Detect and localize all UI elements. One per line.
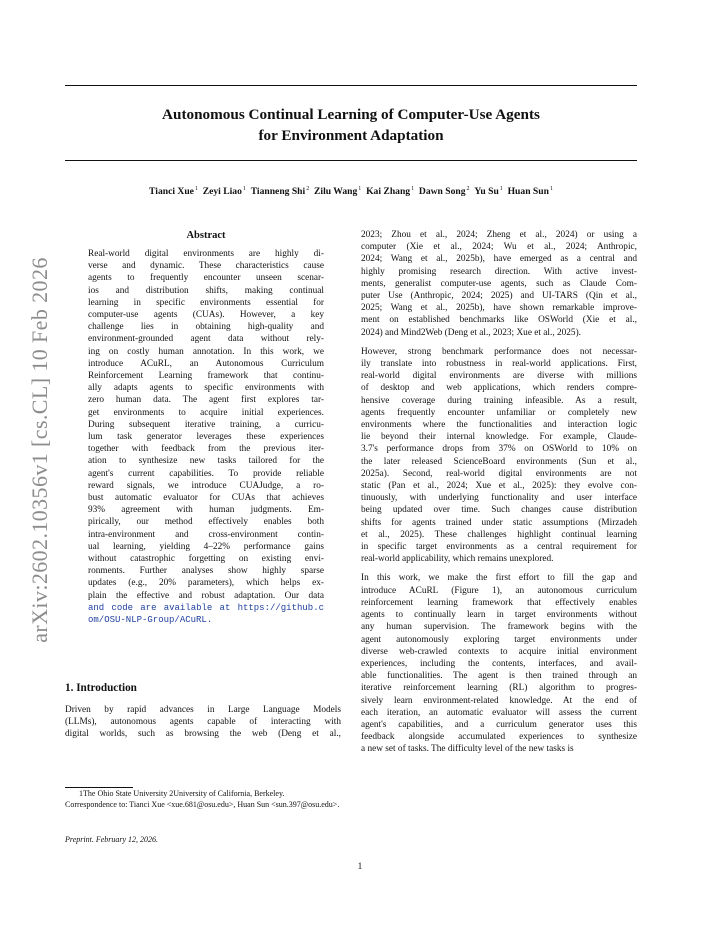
author-affiliation-mark: 1 [549, 186, 553, 192]
text-line: highly promising research direction. With active invest- [361, 266, 637, 277]
text-line: ing on costly human annotation. In this work, we [88, 346, 324, 357]
text-line: and code are available at https://github.c [88, 602, 324, 613]
footnote [65, 789, 341, 810]
text-line: ronments. Further analyses show highly sparse [88, 566, 324, 577]
text-line: ally adapts agents to specific environments with [88, 383, 324, 394]
author-affiliation-mark: 2 [466, 186, 470, 192]
text-line: lie beyond their internal knowledge. For example, Claude- [361, 432, 637, 443]
footnote-affiliations: 1The Ohio State University 2University of California, Berkeley. [79, 789, 285, 798]
text-line: Reinforcement Learning framework that continu- [88, 371, 324, 382]
abstract-body [88, 248, 324, 626]
text-line: the later released ScienceBoard environments (Sun et al., [361, 456, 637, 467]
text-line: of desktop and web applications, which renders compre- [361, 383, 637, 394]
text-line: However, strong benchmark performance does not necessar- [361, 346, 637, 357]
text-line: hensive coverage during training infeasible. As a result, [361, 395, 637, 406]
text-line: computer-use agents (CUAs). However, a key [88, 310, 324, 321]
text-line: without catastrophic forgetting on existing envi- [88, 554, 324, 565]
text-line: agent's capabilities, and a curriculum generator uses this [361, 719, 637, 730]
text-line: introduce ACuRL, an Autonomous Curriculum [88, 358, 324, 369]
text-line: ily translate into robustness in real-world applications. First, [361, 359, 637, 370]
text-line: et al., 2025). These challenges highlight continual learning [361, 529, 637, 540]
footnote-rule [65, 787, 133, 788]
text-line: verse and dynamic. These characteristics cause [88, 261, 324, 272]
body-paragraph [361, 346, 637, 566]
author-affiliation-mark: 2 [306, 186, 310, 192]
text-line: a new set of tasks. The difficulty level of the new tasks is [361, 744, 574, 755]
text-line: any human supervision. The framework begins with the [361, 622, 637, 633]
text-line: 93% agreement with human judgments. Em- [88, 505, 324, 516]
text-line: real-world digital environments are diverse with millions [361, 371, 637, 382]
text-line: During subsequent iterative training, a curricu- [88, 419, 324, 430]
section-heading-introduction: 1. Introduction [65, 682, 137, 694]
author-name: Dawn Song [418, 186, 466, 197]
text-line: In this work, we make the first effort to fill the gap and [361, 573, 637, 584]
preprint-note: Preprint. February 12, 2026. [65, 835, 159, 844]
text-line: 2024; Wang et al., 2025b), have emerged as a central and [361, 254, 637, 265]
text-line: diverse web-crawled contexts to acquire initial environment [361, 646, 637, 657]
author-name: Yu Su [474, 186, 499, 197]
text-line: tinuously, with underlying functionality and user interface [361, 493, 637, 504]
text-line: together with feedback from the previous iter- [88, 444, 324, 455]
text-line: 2023; Zhou et al., 2024; Zheng et al., 2024) or using a [361, 230, 637, 240]
text-line: puter Use (Anthropic, 2024; 2025) and UI-TARS (Qin et al., [361, 291, 637, 302]
top-rule [65, 85, 637, 86]
text-line: intra-environment and cross-environment contin- [88, 529, 324, 540]
text-line: get environments to acquire initial experiences. [88, 407, 324, 418]
text-line: 2025; Wang et al., 2025b), have shown remarkable improve- [361, 303, 637, 314]
text-line: challenge lies in obtaining high-quality and [88, 322, 324, 333]
author-name: Zilu Wang [314, 186, 358, 197]
text-line: ios and distribution shifts, making continual [88, 285, 324, 296]
arxiv-stamp: arXiv:2602.10356v1 [cs.CL] 10 Feb 2026 [27, 257, 52, 643]
text-line: environments where the functionalities and interaction logic [361, 420, 637, 431]
text-line: Driven by rapid advances in Large Language Models [65, 705, 341, 715]
text-line: able functionalities. The agent is then trained through an [361, 671, 637, 682]
right-column [361, 229, 637, 763]
text-line: 2025a). Second, real-world digital environments are not [361, 468, 637, 479]
text-line: (LLMs), autonomous agents capable of interacting with [65, 717, 341, 728]
text-line: ments, generalist computer-use agents, such as Claude Com- [361, 278, 637, 289]
text-line: updates (e.g., 20% parameters), which helps ex- [88, 578, 324, 589]
text-line: each iteration, an automatic evaluator will assess the current [361, 707, 637, 718]
text-line: experiences, including the contents, interfaces, and avail- [361, 658, 637, 669]
author-name: Tianci Xue [149, 186, 194, 197]
text-line: agents to frequently encounter unseen scenar- [88, 273, 324, 284]
author-name: Tianneng Shi [250, 186, 306, 197]
author-affiliation-mark: 1 [411, 186, 415, 192]
intro-paragraph [65, 704, 341, 741]
page-number: 1 [357, 862, 363, 872]
author-name: Kai Zhang [366, 186, 411, 197]
text-line: reinforcement learning framework that effectively enables [361, 597, 637, 608]
text-line: being updated over time. Such changes cause distribution [361, 505, 637, 516]
author-name: Huan Sun [507, 186, 549, 197]
text-line: in specific target environments as a central requirement for [361, 542, 637, 553]
text-line: plain the effective and robust adaptation. Our data [88, 590, 324, 601]
text-line: 3.7's performance drops from 37% on OSWorld to 10% on [361, 444, 637, 455]
text-line: iterative reinforcement learning (RL) algorithm to progres- [361, 683, 637, 694]
author-affiliation-mark: 1 [242, 186, 246, 192]
text-line: zero human data. The agent first explores tar- [88, 395, 324, 406]
text-line: agent's current capabilities. To provide reliable [88, 468, 324, 479]
text-line: Real-world digital environments are highly di- [88, 249, 324, 259]
text-line: lum task generator leverages these experiences [88, 432, 324, 443]
text-line: ual learning, yielding 4–22% performance gains [88, 541, 324, 552]
text-line: ation to synthesize new tasks tailored for the [88, 456, 324, 467]
text-line: bust automatic evaluator for CUAs that achieves [88, 493, 324, 504]
text-line: pirically, our method effectively enables both [88, 517, 324, 528]
text-line: agent autonomously exploring target environments under [361, 634, 637, 645]
author-affiliation-mark: 1 [499, 186, 503, 192]
text-line: sively learn environment-related knowledge. At the end of [361, 695, 637, 706]
title-bottom-rule [65, 160, 637, 161]
author-affiliation-mark: 1 [358, 186, 362, 192]
text-line: digital worlds, such as browsing the web (Deng et al., [65, 729, 341, 740]
title-line: Autonomous Continual Learning of Computer-Use Agents [162, 106, 540, 123]
text-line: learning in specific environments essential for [88, 297, 324, 308]
paper-title [65, 104, 637, 146]
text-line: reward signals, we introduce CUAJudge, a ro- [88, 480, 324, 491]
text-line: environment-grounded agent data without rely- [88, 334, 324, 345]
text-line: 2024) and Mind2Web (Deng et al., 2023; Xue et al., 2025). [361, 327, 582, 338]
author-list [60, 186, 642, 197]
text-line: ment on established benchmarks like OSWorld (Xie et al., [361, 315, 637, 326]
text-line: feedback alongside accumulated experiences to synthesize [361, 732, 637, 743]
author-affiliation-mark: 1 [194, 186, 198, 192]
text-line: static (Pan et al., 2024; Xue et al., 2025): they evolve con- [361, 481, 637, 492]
footnote-correspondence: Correspondence to: Tianci Xue <xue.681@osu.edu>, Huan Sun <sun.397@osu.edu>. [65, 799, 340, 809]
text-line: agents to continually learn in target environments without [361, 610, 637, 621]
text-line: real-world applicability, which remains unexplored. [361, 554, 554, 565]
author-name: Zeyi Liao [202, 186, 242, 197]
text-line: agents frequently encounter unfamiliar or completely new [361, 407, 637, 418]
abstract-heading: Abstract [186, 230, 226, 241]
text-line: shifts for agents trained under static assumptions (Mirzadeh [361, 517, 637, 528]
text-line: computer (Xie et al., 2024; Wu et al., 2024; Anthropic, [361, 242, 637, 253]
text-line: om/OSU-NLP-Group/ACuRL. [88, 615, 213, 626]
body-paragraph [361, 229, 637, 339]
body-paragraph [361, 572, 637, 755]
text-line: introduce ACuRL (Figure 1), an autonomous curriculum [361, 585, 637, 596]
title-line: for Environment Adaptation [258, 127, 444, 144]
